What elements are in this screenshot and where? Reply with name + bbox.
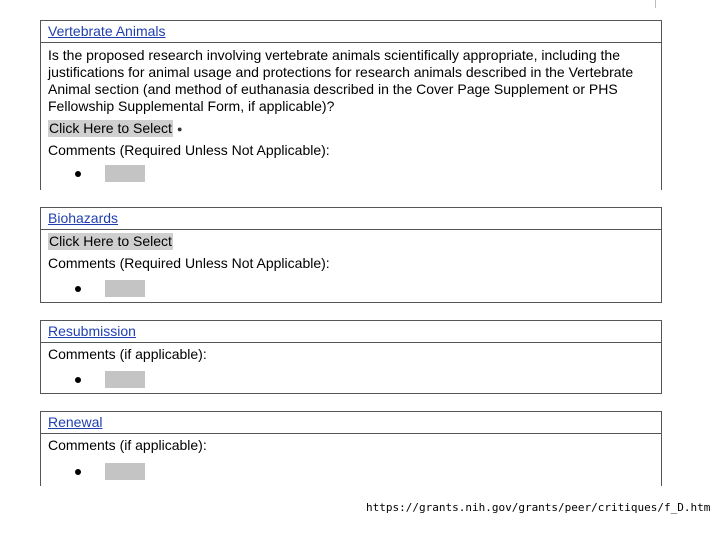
biohazards-comments-label: Comments (Required Unless Not Applicable): <box>48 255 330 271</box>
section-body <box>41 230 661 304</box>
vertebrate-select-dropdown[interactable]: Click Here to Select <box>49 120 172 136</box>
bullet-icon <box>75 377 81 383</box>
renewal-link[interactable]: Renewal <box>48 414 103 430</box>
biohazards-comment-field[interactable] <box>105 280 145 297</box>
biohazards-link[interactable]: Biohazards <box>48 210 119 226</box>
renewal-section <box>40 411 662 486</box>
section-body <box>41 343 661 395</box>
renewal-comment-item <box>48 463 653 487</box>
vertebrate-comments-label: Comments (Required Unless Not Applicable): <box>48 142 330 158</box>
vertebrate-select-row <box>48 117 653 139</box>
source-url-caption: https://grants.nih.gov/grants/peer/critiques/f_D.htm <box>366 501 711 514</box>
bullet-icon <box>75 286 81 292</box>
section-header <box>41 21 661 43</box>
renewal-comment-field[interactable] <box>105 463 145 480</box>
resubmission-comments-label: Comments (if applicable): <box>48 346 207 362</box>
section-body <box>41 43 661 189</box>
resubmission-link[interactable]: Resubmission <box>48 323 136 339</box>
bullet-icon <box>75 171 81 177</box>
resubmission-section <box>40 320 662 394</box>
resubmission-comment-item <box>48 371 653 395</box>
vertebrate-animals-section <box>40 20 662 190</box>
section-header <box>41 412 661 434</box>
section-header <box>41 208 661 230</box>
resubmission-comment-field[interactable] <box>105 371 145 388</box>
renewal-comments-label: Comments (if applicable): <box>48 437 207 453</box>
page-corner-mark <box>655 0 656 8</box>
biohazards-select-row <box>48 230 653 252</box>
section-body <box>41 434 661 487</box>
section-header <box>41 321 661 343</box>
bullet-icon <box>75 469 81 475</box>
biohazards-section <box>40 207 662 303</box>
dropdown-marker-icon: ● <box>176 124 183 135</box>
biohazards-comment-item <box>48 280 653 304</box>
vertebrate-comment-field[interactable] <box>105 165 145 182</box>
vertebrate-animals-link[interactable]: Vertebrate Animals <box>48 23 166 39</box>
biohazards-select-dropdown[interactable]: Click Here to Select <box>49 233 172 249</box>
vertebrate-comment-item <box>48 165 653 189</box>
vertebrate-question-text: Is the proposed research involving vertebrate animals scientifically appropriate, including the justifications for animal usage and protections for research animals described in the Vertebrate Animal section (and method of euthanasia described in the Cover Page Supplement or PHS Fellowship Supplemental Form, if applicable)? <box>48 47 634 114</box>
